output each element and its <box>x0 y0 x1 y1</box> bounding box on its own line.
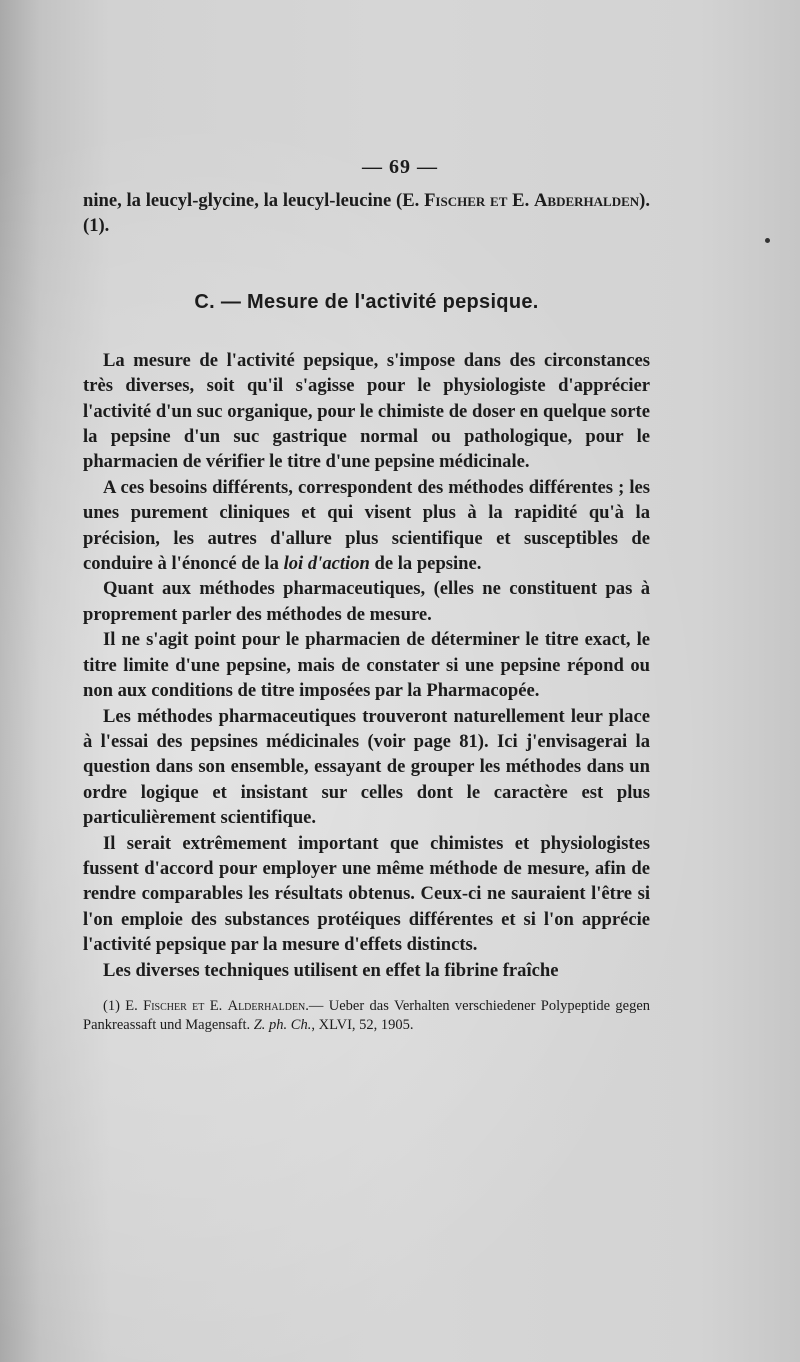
paragraph-2: A ces besoins différents, correspondent des méthodes différentes ; les unes purement cliniques et qui visent plus à la rapidité qu'à la précision, les autres d'allure plus scientifique et susceptibles de conduire à l'énoncé de la loi d'action de la pepsine. <box>83 476 650 575</box>
author-name: Alderhalden <box>227 997 306 1014</box>
page-number: — 69 — <box>362 156 438 178</box>
italic-term: loi d'action <box>283 553 370 575</box>
journal-title: Z. ph. Ch. <box>253 1016 312 1033</box>
intro-paragraph: nine, la leucyl-glycine, la leucyl-leucine (E. Fischer et E. Abderhalden). (1). <box>83 190 651 237</box>
section-heading: C. — Mesure de l'activité pepsique. <box>194 290 539 313</box>
author-name: Abderhalden <box>534 190 640 211</box>
paragraph-4: Il ne s'agit point pour le pharmacien de déterminer le titre exact, le titre limite d'une pepsine, mais de constater si une pepsine répond ou non aux conditions de titre imposées par la Pharmacopée. <box>83 629 650 702</box>
paragraph-1: La mesure de l'activité pepsique, s'impose dans des circonstances très diverses, soit qu'il s'agisse pour le physiologiste d'apprécier l'activité d'un suc organique, pour le chimiste de doser en quelque sorte la pepsine d'un suc gastrique normal ou pathologique, pour le pharmacien de vérifier le titre d'une pepsine médicinale. <box>83 349 650 473</box>
paragraph-6: Il serait extrêmement important que chimistes et physiologistes fussent d'accord pour employer une même méthode de mesure, afin de rendre comparables les résultats obtenus. Ceux-ci ne sauraient l'être si l'on emploie des substances protéiques différentes et si l'on apprécie l'activité pepsique par la mesure d'effets distincts. <box>83 832 650 956</box>
paragraph-7: Les diverses techniques utilisent en effet la fibrine fraîche <box>103 959 559 981</box>
page-body <box>83 188 650 1035</box>
footnote: (1) E. Fischer et E. Alderhalden.— Ueber das Verhalten verschiedener Polypeptide gegen Pankreassaft und Magensaft. Z. ph. Ch., XLVI, 52, 1905. <box>83 997 651 1033</box>
author-name: Fischer <box>143 997 187 1014</box>
paragraph-3: Quant aux méthodes pharmaceutiques, (elles ne constituent pas à proprement parler des méthodes de mesure. <box>83 578 650 625</box>
paragraph-5: Les méthodes pharmaceutiques trouveront naturellement leur place à l'essai des pepsines médicinales (voir page 81). Ici j'envisagerai la question dans son ensemble, essayant de grouper les méthodes dans un ordre logique et insistant sur celles dont le caractère est plus particulièrement scientifique. <box>83 705 650 829</box>
ink-speck <box>765 238 770 243</box>
author-name: Fischer <box>424 190 486 211</box>
